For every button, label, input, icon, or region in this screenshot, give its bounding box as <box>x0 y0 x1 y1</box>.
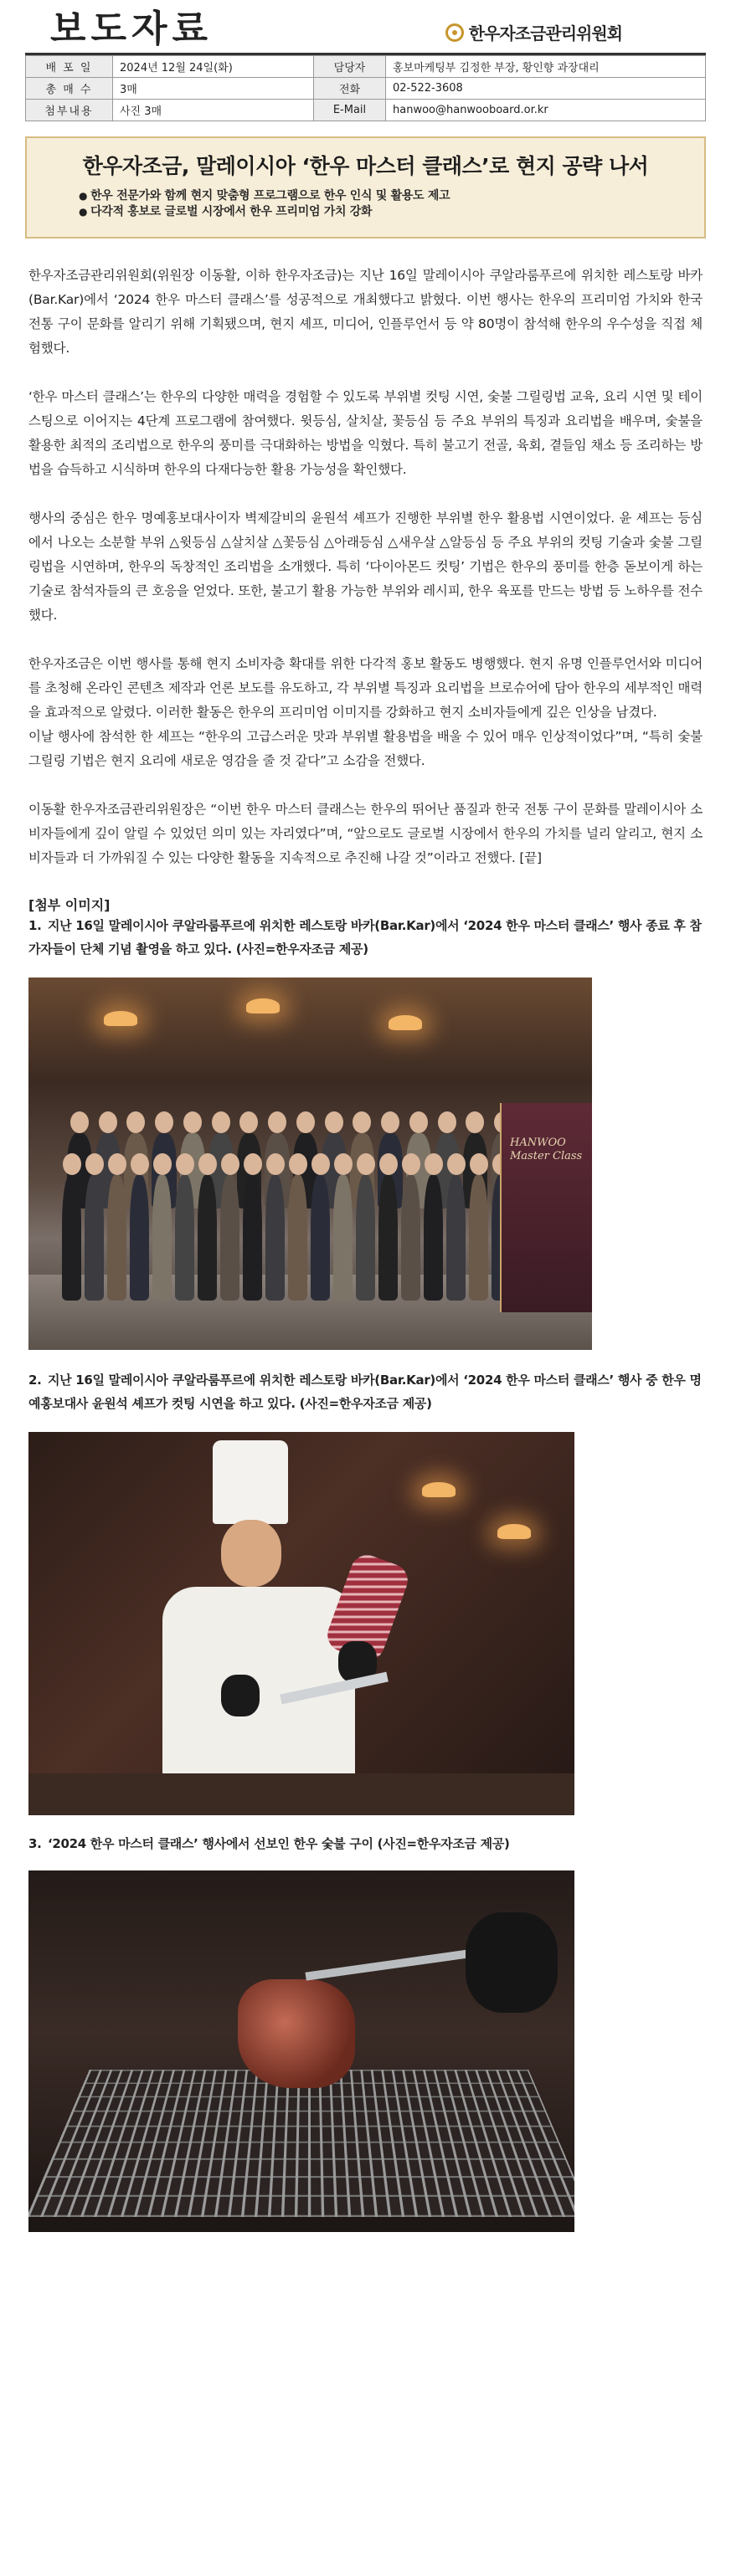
person-head <box>183 1111 202 1133</box>
glove-icon <box>221 1675 260 1716</box>
attach-value: 사진 3매 <box>113 100 314 121</box>
person-head <box>85 1153 104 1175</box>
person-silhouette <box>424 1175 443 1301</box>
person-head <box>425 1153 443 1175</box>
date-label: 배 포 일 <box>26 56 113 78</box>
pages-label: 총 매 수 <box>26 78 113 100</box>
chef-cutting-photo <box>28 1432 574 1815</box>
person-head <box>239 1111 258 1133</box>
table <box>28 1773 574 1815</box>
paragraph: 한우자조금은 이번 행사를 통해 현지 소비자층 확대를 위한 다각적 홍보 활동도 병행했다. 현지 유명 인플루언서와 미디어를 초청해 온라인 콘텐츠 제작과 언론 보도를 유도하고, 각 부위별 특징과 요리법을 브로슈어에 담아 한우의 세부적인 매력을 효과적으로 알렸다. 이러한 활동은 한우의 프리미엄 이미지를 강화하고 현지 소비자들에게 깊은 인상을 남겼다. <box>28 656 703 720</box>
person-silhouette <box>401 1175 420 1301</box>
person-head <box>131 1153 149 1175</box>
person-head <box>402 1153 420 1175</box>
gloved-hand <box>466 1912 558 2013</box>
person-silhouette <box>333 1175 353 1301</box>
person-head <box>438 1111 456 1133</box>
group-of-people <box>62 1103 514 1279</box>
person-head <box>334 1153 353 1175</box>
person-silhouette <box>220 1175 239 1301</box>
chef-face <box>221 1520 281 1587</box>
headline-bullet: ● 다각적 홍보로 글로벌 시장에서 한우 프리미엄 가치 강화 <box>79 204 687 220</box>
person-head <box>357 1153 375 1175</box>
paragraph: 이날 행사에 참석한 한 셰프는 “한우의 고급스러운 맛과 부위별 활용법을 배울 수 있어 매우 인상적이었다”며, “특히 숯불 그릴링 기법은 현지 요리에 새로운 영감을 줄 것 같다”고 소감을 전했다. <box>28 729 703 768</box>
person-silhouette <box>62 1175 81 1301</box>
caption-text: ‘2024 한우 마스터 클래스’ 행사에서 선보인 한우 숯불 구이 (사진=한우자조금 제공) <box>47 1836 510 1851</box>
person-head <box>296 1111 315 1133</box>
caption-text: 지난 16일 말레이시아 쿠알라룸푸르에 위치한 레스토랑 바카(Bar.Kar)에서 ‘2024 한우 마스터 클래스’ 행사 중 한우 명예홍보대사 윤원석 셰프가 컷팅 시연을 하고 있다. (사진=한우자조금 제공) <box>28 1373 702 1411</box>
paragraph: ‘한우 마스터 클래스’는 한우의 다양한 매력을 경험할 수 있도록 부위별 컷팅 시연, 숯불 그릴링법 교육, 요리 시연 및 테이스팅으로 이어지는 4단계 프로그램에 참여했다. 윗등심, 살치살, 꽃등심 등 주요 부위의 특징과 요리법을 배우며, 숯불을 활용한 최적의 조리법으로 한우의 풍미를 극대화하는 방법을 익혔다. 특히 불고기 전골, 육회, 곁들임 채소 등 조리하는 방법을 습득하고 시식하며 한우의 다재다능한 활용 가능성을 확인했다. <box>28 389 703 477</box>
master-class-banner <box>500 1103 592 1312</box>
person-head <box>198 1153 217 1175</box>
hanwoo-logo-icon <box>445 23 464 42</box>
email-value[interactable]: hanwoo@hanwooboard.or.kr <box>386 100 706 121</box>
document-header <box>25 7 706 55</box>
person-head <box>353 1111 371 1133</box>
person-head <box>176 1153 194 1175</box>
person-silhouette <box>356 1175 375 1301</box>
person-head <box>244 1153 262 1175</box>
attach-label: 첨부내용 <box>26 100 113 121</box>
person-silhouette <box>378 1175 398 1301</box>
person-silhouette <box>243 1175 262 1301</box>
person-head <box>470 1153 488 1175</box>
person-head <box>381 1111 399 1133</box>
person-head <box>153 1153 172 1175</box>
article-body <box>25 264 706 2232</box>
headline-bullets <box>79 188 687 220</box>
person-head <box>379 1153 398 1175</box>
banner-text: HANWOO Master Class <box>510 1137 583 1162</box>
charcoal-grill-photo <box>28 1870 574 2232</box>
caption-text: 지난 16일 말레이시아 쿠알라룸푸르에 위치한 레스토랑 바카(Bar.Kar)에서 ‘2024 한우 마스터 클래스’ 행사 종료 후 참가자들이 단체 기념 촬영을 하고 있다. (사진=한우자조금 제공) <box>28 918 702 957</box>
paragraph: 이동활 한우자조금관리위원장은 “이번 한우 마스터 클래스는 한우의 뛰어난 품질과 한국 전통 구이 문화를 말레이시아 소비자들에게 깊이 알릴 수 있었던 의미 있는 자리였다”며, “앞으로도 글로벌 시장에서 한우의 가치를 널리 알리고, 현지 소비자들과 더 가까워질 수 있는 다양한 활동을 지속적으로 추진해 나갈 것”이라고 전했다. [끝] <box>28 802 703 865</box>
person-silhouette <box>446 1175 466 1301</box>
person-head <box>126 1111 145 1133</box>
group-photo <box>28 978 592 1350</box>
person-silhouette <box>152 1175 172 1301</box>
person-head <box>221 1153 239 1175</box>
person-head <box>212 1111 230 1133</box>
org-logo <box>445 20 622 44</box>
paragraph: 행사의 중심은 한우 명예홍보대사이자 벽제갈비의 윤원석 셰프가 진행한 부위별 한우 활용법 시연이었다. 윤 셰프는 등심에서 나오는 소분할 부위 △윗등심 △살치살 △꽃등심 △아래등심 △새우살 △알등심 등 주요 부위의 컷팅 기술과 숯불 그릴링법을 시연하며, 한우의 독창적인 조리법을 소개했다. 특히 ‘다이아몬드 컷팅’ 기법은 한우의 풍미를 한층 돋보이게 하는 기술로 참석자들의 큰 호응을 얻었다. 또한, 불고기 활용 가능한 부위와 레시피, 한우 육포를 만드는 방법 등 노하우를 전수했다. <box>28 511 703 623</box>
attachments-heading: [첨부 이미지] <box>28 897 111 913</box>
person-silhouette <box>175 1175 194 1301</box>
grill-grate <box>28 2070 574 2217</box>
headline-box <box>25 136 706 239</box>
person-silhouette <box>265 1175 285 1301</box>
photo-caption <box>28 914 703 961</box>
grilled-beef <box>238 1979 355 2088</box>
pages-value: 3매 <box>113 78 314 100</box>
person-silhouette <box>469 1175 488 1301</box>
release-info-table <box>25 55 706 121</box>
lamp-light <box>246 998 280 1013</box>
owner-label: 담당자 <box>314 56 386 78</box>
person-head <box>466 1111 484 1133</box>
person-head <box>447 1153 466 1175</box>
person-silhouette <box>198 1175 217 1301</box>
lamp-light <box>104 1011 137 1026</box>
caption-number: 2. <box>28 1373 42 1388</box>
photo-caption <box>28 1832 703 1855</box>
person-head <box>108 1153 126 1175</box>
headline-bullet: ● 한우 전문가와 함께 현지 맞춤형 프로그램으로 한우 인식 및 활용도 제고 <box>79 188 687 204</box>
date-value: 2024년 12월 24일(화) <box>113 56 314 78</box>
lamp-light <box>422 1482 456 1497</box>
person-head <box>409 1111 428 1133</box>
person-silhouette <box>107 1175 126 1301</box>
person-head <box>99 1111 117 1133</box>
person-head <box>289 1153 307 1175</box>
org-logo-text: 한우자조금관리위원회 <box>468 23 622 44</box>
person-silhouette <box>130 1175 149 1301</box>
person-silhouette <box>288 1175 307 1301</box>
person-head <box>70 1111 89 1133</box>
headline-title: 한우자조금, 말레이시아 ‘한우 마스터 클래스’로 현지 공략 나서 <box>82 154 649 178</box>
person-head <box>63 1153 81 1175</box>
tel-value: 02-522-3608 <box>386 78 706 100</box>
tel-label: 전화 <box>314 78 386 100</box>
email-label: E-Mail <box>314 100 386 121</box>
chef-hat <box>213 1440 288 1524</box>
caption-number: 3. <box>28 1836 42 1851</box>
person-head <box>268 1111 286 1133</box>
person-head <box>325 1111 343 1133</box>
doc-title: 보도자료 <box>50 8 214 50</box>
person-head <box>266 1153 285 1175</box>
photo-caption <box>28 1368 703 1415</box>
paragraph: 한우자조금관리위원회(위원장 이동활, 이하 한우자조금)는 지난 16일 말레이시아 쿠알라룸푸르에 위치한 레스토랑 바카(Bar.Kar)에서 ‘2024 한우 마스터 클래스’를 성공적으로 개최했다고 밝혔다. 이번 행사는 한우의 프리미엄 가치와 한국 전통 구이 문화를 알리기 위해 기획됐으며, 현지 셰프, 미디어, 인플루언서 등 약 80명이 참석해 한우의 우수성을 직접 체험했다. <box>28 268 703 356</box>
person-head <box>311 1153 330 1175</box>
lamp-light <box>497 1524 531 1539</box>
person-head <box>155 1111 173 1133</box>
person-silhouette <box>85 1175 104 1301</box>
owner-value: 홍보마케팅부 김정한 부장, 황인향 과장대리 <box>386 56 706 78</box>
person-silhouette <box>311 1175 330 1301</box>
lamp-light <box>389 1015 422 1030</box>
caption-number: 1. <box>28 918 42 933</box>
